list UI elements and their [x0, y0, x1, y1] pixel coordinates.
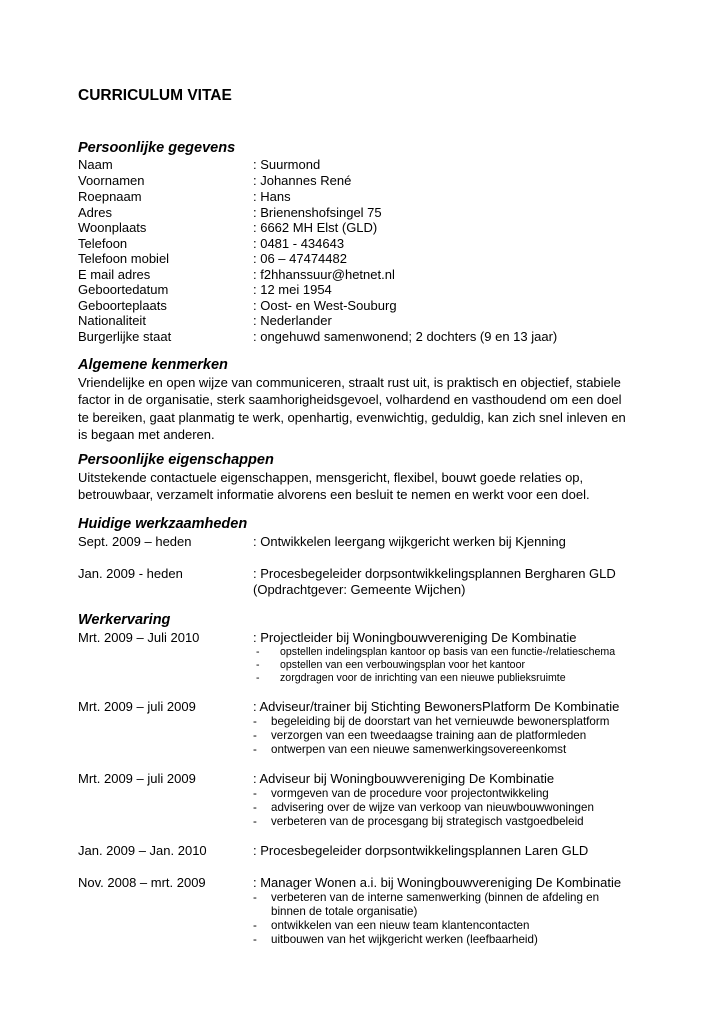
bullet-item [256, 672, 615, 685]
paragraph-line: Vriendelijke en open wijze van communiceren, straalt rust uit, is praktisch en objectief, stabiele [78, 375, 621, 390]
general-paragraph [78, 374, 658, 443]
entry-date: Jan. 2009 - heden [78, 566, 183, 581]
dash-marker: - [253, 801, 257, 814]
entry-bullets [256, 646, 615, 685]
entry-bullets [253, 891, 599, 947]
row-label: Burgerlijke staat [78, 329, 172, 344]
dash-marker: - [253, 815, 257, 828]
cv-title: CURRICULUM VITAE [78, 87, 232, 104]
bullet-text: zorgdragen voor de inrichting van een nieuwe publieksruimte [280, 672, 566, 684]
dash-marker: - [253, 933, 257, 946]
dash-marker: - [253, 919, 257, 932]
bullet-text: begeleiding bij de doorstart van het vernieuwde bewonersplatform [271, 715, 610, 728]
row-value: : ongehuwd samenwonend; 2 dochters (9 en 13 jaar) [253, 329, 558, 344]
bullet-text: uitbouwen van het wijkgericht werken (leefbaarheid) [271, 933, 538, 946]
row-label: Voornamen [78, 173, 145, 188]
row-label: Telefoon [78, 236, 128, 251]
row-value: : 12 mei 1954 [253, 282, 332, 297]
dash-marker: - [253, 743, 257, 756]
row-label: E mail adres [78, 267, 151, 282]
dash-marker: - [253, 729, 257, 742]
row-value: : Johannes René [253, 173, 352, 188]
bullet-text: verbeteren van de interne samenwerking (binnen de afdeling en [271, 891, 600, 904]
current-heading: Huidige werkzaamheden [78, 516, 248, 532]
entry-description: : Adviseur bij Woningbouwvereniging De Kombinatie [253, 771, 555, 786]
entry-date: Mrt. 2009 – Juli 2010 [78, 630, 200, 645]
row-value: : 0481 - 434643 [253, 236, 345, 251]
row-value: : Hans [253, 189, 291, 204]
bullet-item [253, 801, 594, 815]
paragraph-line: factor in de organisatie, sterk saamhorigheidsgevoel, volhardend en vasthoudend om een doel [78, 392, 622, 408]
bullet-item [253, 787, 594, 801]
entry-bullets [253, 787, 594, 829]
bullet-text: advisering over de wijze van verkoop van nieuwbouwwoningen [271, 801, 594, 814]
bullet-item [253, 729, 609, 743]
bullet-text: vormgeven van de procedure voor projectontwikkeling [271, 787, 549, 800]
bullet-item [253, 919, 599, 933]
bullet-text: opstellen indelingsplan kantoor op basis van een functie-/relatieschema [280, 646, 616, 658]
email-value: : f2hhanssuur@hetnet.nl [253, 267, 395, 282]
dash-marker: - [253, 715, 257, 728]
experience-heading: Werkervaring [78, 612, 171, 628]
row-value: : 06 – 47474482 [253, 251, 347, 266]
entry-description-line2: (Opdrachtgever: Gemeente Wijchen) [253, 582, 466, 597]
bullet-item [253, 815, 594, 829]
traits-paragraph [78, 469, 658, 504]
entry-date: Mrt. 2009 – juli 2009 [78, 771, 196, 786]
entry-description: : Procesbegeleider dorpsontwikkelingsplannen Laren GLD [253, 843, 589, 858]
entry-bullets [253, 715, 609, 757]
entry-description: : Ontwikkelen leergang wijkgericht werken bij Kjenning [253, 534, 566, 549]
bullet-item [253, 933, 599, 947]
dash-marker: - [256, 659, 260, 671]
dash-marker: - [256, 646, 260, 658]
bullet-item [253, 743, 609, 757]
dash-marker: - [256, 672, 260, 684]
row-label: Geboorteplaats [78, 298, 167, 313]
row-label: Adres [78, 205, 112, 220]
dash-marker: - [253, 787, 257, 800]
entry-description: : Manager Wonen a.i. bij Woningbouwvereniging De Kombinatie [253, 875, 622, 890]
row-value: : Brienenshofsingel 75 [253, 205, 382, 220]
dash-marker: - [253, 891, 257, 904]
paragraph-line: Uitstekende contactuele eigenschappen, mensgericht, flexibel, bouwt goede relaties op, [78, 470, 584, 485]
row-label: Naam [78, 157, 113, 172]
row-label: Woonplaats [78, 220, 147, 235]
general-heading: Algemene kenmerken [78, 357, 228, 373]
row-value: : Suurmond [253, 157, 321, 172]
row-label: Roepnaam [78, 189, 142, 204]
row-value: : Oost- en West-Souburg [253, 298, 397, 313]
bullet-text: opstellen van een verbouwingsplan voor het kantoor [280, 659, 525, 671]
row-value: : 6662 MH Elst (GLD) [253, 220, 378, 235]
entry-description: : Procesbegeleider dorpsontwikkelingsplannen Bergharen GLD [253, 566, 616, 581]
row-label: Geboortedatum [78, 282, 169, 297]
entry-date: Nov. 2008 – mrt. 2009 [78, 875, 206, 890]
bullet-text: binnen de totale organisatie) [271, 905, 418, 918]
row-value: : Nederlander [253, 313, 332, 328]
bullet-item [256, 659, 615, 672]
traits-heading: Persoonlijke eigenschappen [78, 452, 274, 468]
bullet-text: ontwikkelen van een nieuw team klantencontacten [271, 919, 530, 932]
row-label: Nationaliteit [78, 313, 146, 328]
bullet-item [253, 891, 599, 905]
bullet-text: verbeteren van de procesgang bij strategisch vastgoedbeleid [271, 815, 584, 828]
paragraph-line: is begaan met anderen. [78, 426, 215, 442]
entry-description: : Adviseur/trainer bij Stichting BewonersPlatform De Kombinatie [253, 699, 620, 714]
paragraph-line: te bereiken, gaat planmatig te werk, openhartig, evenwichtig, geduldig, kan zich snel inleven en [78, 409, 626, 425]
entry-description: : Projectleider bij Woningbouwvereniging De Kombinatie [253, 630, 577, 645]
bullet-item [256, 646, 615, 659]
entry-date: Jan. 2009 – Jan. 2010 [78, 843, 207, 858]
bullet-item [253, 715, 609, 729]
bullet-item-continuation [253, 905, 599, 919]
entry-date: Mrt. 2009 – juli 2009 [78, 699, 196, 714]
bullet-text: verzorgen van een tweedaagse training aan de platformleden [271, 729, 587, 742]
bullet-text: ontwerpen van een nieuwe samenwerkingsovereenkomst [271, 743, 567, 756]
personal-heading: Persoonlijke gegevens [78, 140, 236, 156]
row-label: Telefoon mobiel [78, 251, 170, 266]
paragraph-line: betrouwbaar, verzamelt informatie alvorens een besluit te nemen en werkt voor een doel. [78, 487, 590, 503]
entry-date: Sept. 2009 – heden [78, 534, 192, 549]
